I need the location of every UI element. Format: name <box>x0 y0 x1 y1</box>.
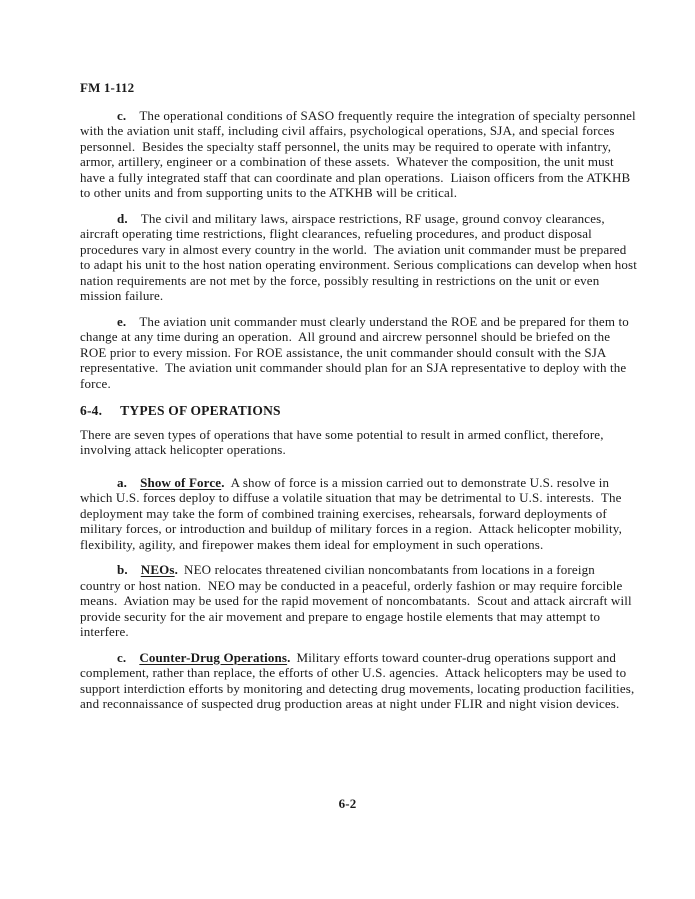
paragraph-label: d. <box>117 210 128 226</box>
paragraph-lead-punct: . <box>287 649 291 665</box>
paragraph-text: The civil and military laws, airspace restrictions, RF usage, ground convoy clearances, aircraft operating time restrictions, flight clearances, refueling procedures, and product disposal procedures vary in almost every country in the world. The aviation unit commander must be prepared to adapt his unit to the host nation operating environment. Serious complications can develop when host nation requirements are not met by the force, possibly resulting in restrictions on the unit or even mission failure. <box>80 210 641 303</box>
paragraph-text: A show of force is a mission carried out to demonstrate U.S. resolve in which U.S. forces deploy to diffuse a volatile situation that may be detrimental to U.S. interests. The deployment may take the form of combined training exercises, rehearsals, forward deployments of military forces, or introduction and buildup of military forces in a region. Attack helicopter mobility, flexibility, agility, and firepower makes them ideal for employment in such operations. <box>80 474 626 552</box>
paragraph-lead-punct: . <box>174 562 179 577</box>
paragraph-b-neos <box>80 562 637 640</box>
paragraph-e-roe <box>80 314 637 392</box>
paragraph-text: Military efforts toward counter-drug operations support and complement, rather than replace, the efforts of other U.S. agencies. Attack helicopters may be used to support interdiction efforts by monitoring and detecting drug movements, locating production facilities, and reconnaissance of suspected drug production areas at night under FLIR and night vision devices. <box>80 649 638 711</box>
section-title: TYPES OF OPERATIONS <box>120 403 281 418</box>
paragraph-text: The aviation unit commander must clearly understand the ROE and be prepared for them to change at any time during an operation. All ground and aircrew personnel should be briefed on the ROE prior to every mission. For ROE assistance, the unit commander should consult with the SJA representative. The aviation unit commander should plan for an SJA representative to deploy with the force. <box>80 313 633 391</box>
section-heading <box>80 403 637 419</box>
paragraph-label: a. <box>117 474 128 490</box>
paragraph-text: NEO relocates threatened civilian noncombatants from locations in a foreign country or host nation. NEO may be conducted in a peaceful, orderly fashion or may require forcible means. Aviation may be used for the rapid movement of noncombatants. Scout and attack aircraft will provide security for the air movement and prepare to engage hostile elements that may attempt to interfere. <box>80 562 636 639</box>
paragraph-label: c. <box>117 649 127 665</box>
paragraph-label: b. <box>117 562 128 577</box>
paragraph-label: c. <box>117 107 127 123</box>
paragraph-lead: Show of Force <box>140 474 222 490</box>
paragraph-c-saso <box>80 107 640 201</box>
paragraph-text: The operational conditions of SASO frequently require the integration of specialty personnel with the aviation unit staff, including civil affairs, psychological operations, SJA, and special forces personnel. Besides the specialty staff personnel, the units may be required to operate with infantry, armor, artillery, engineer or a combination of these assets. Whatever the composition, the unit must have a fully integrated staff that can coordinate and plan operations. Liaison officers from the ATKHB to other units and from supporting units to the ATKHB will be critical. <box>80 107 640 200</box>
paragraph-lead: Counter-Drug Operations <box>139 649 288 665</box>
paragraph-lead: NEOs <box>140 562 175 577</box>
paragraph-label: e. <box>117 313 127 329</box>
page-number: 6-2 <box>338 796 357 811</box>
running-header: FM 1-112 <box>80 80 135 95</box>
section-intro-paragraph: There are seven types of operations that have some potential to result in armed conflict, therefore, involving attack helicopter operations. <box>80 426 604 457</box>
paragraph-a-show-of-force <box>80 475 637 553</box>
section-number: 6-4. <box>80 403 103 418</box>
paragraph-d-laws <box>80 210 641 304</box>
paragraph-c-counter-drug <box>80 650 637 712</box>
paragraph-lead-punct: . <box>221 474 225 490</box>
